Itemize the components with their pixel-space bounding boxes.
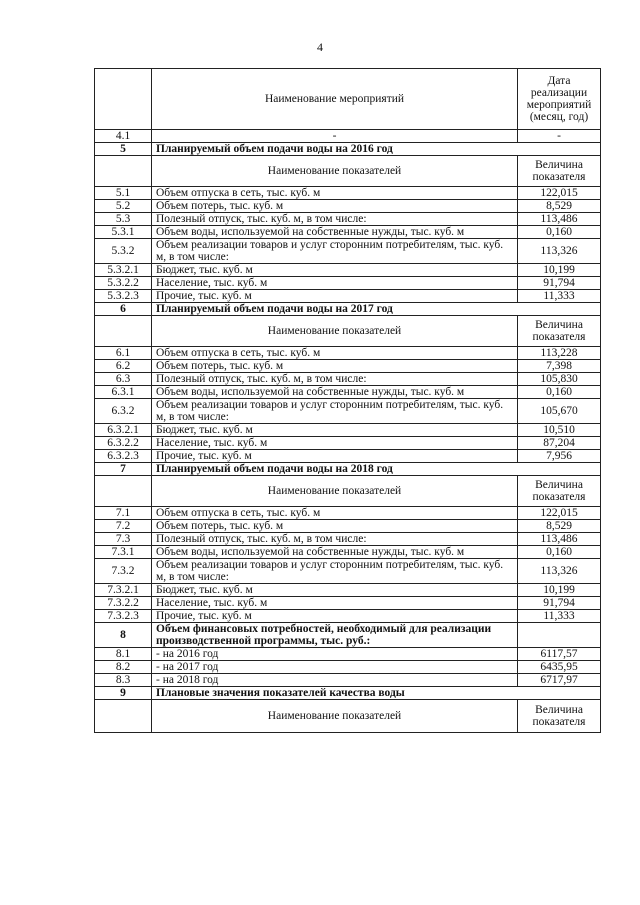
row-name: -	[152, 130, 518, 143]
sub-header-num	[95, 476, 152, 507]
row-value: 6435,95	[518, 661, 601, 674]
row-name: Объем реализации товаров и услуг сторонним потребителям, тыс. куб. м, в том числе:	[152, 559, 518, 584]
row-num: 7.3.2.1	[95, 584, 152, 597]
row-num: 7.3.2.3	[95, 610, 152, 623]
row-num: 5.1	[95, 187, 152, 200]
table-row	[95, 187, 601, 200]
section-row-8	[95, 623, 601, 648]
row-name: Объем потерь, тыс. куб. м	[152, 200, 518, 213]
sub-header-value: Величина показателя	[518, 700, 601, 733]
sub-header-row	[95, 700, 601, 733]
row-num: 7.3.1	[95, 546, 152, 559]
row-name: Объем реализации товаров и услуг сторонним потребителям, тыс. куб. м, в том числе:	[152, 399, 518, 424]
table-row	[95, 277, 601, 290]
page-number: 4	[317, 40, 323, 54]
row-name: Объем потерь, тыс. куб. м	[152, 520, 518, 533]
table-row	[95, 290, 601, 303]
table-row	[95, 264, 601, 277]
row-num: 4.1	[95, 130, 152, 143]
row-num: 8.2	[95, 661, 152, 674]
table-row	[95, 546, 601, 559]
row-name: Объем реализации товаров и услуг сторонним потребителям, тыс. куб. м, в том числе:	[152, 239, 518, 264]
table-row	[95, 533, 601, 546]
row-value: 11,333	[518, 290, 601, 303]
table-row	[95, 610, 601, 623]
sub-header-name: Наименование показателей	[152, 316, 518, 347]
section-title: Планируемый объем подачи воды на 2016 год	[152, 143, 601, 156]
section-row-6	[95, 303, 601, 316]
sub-header-num	[95, 156, 152, 187]
header-date-cell: Дата реализации мероприятий (месяц, год)	[518, 69, 601, 130]
section-row-9	[95, 687, 601, 700]
table-row	[95, 584, 601, 597]
section-title: Объем финансовых потребностей, необходимый для реализации производственной программы, тыс. руб.:	[152, 623, 518, 648]
table-row	[95, 213, 601, 226]
row-num: 5.3.2.2	[95, 277, 152, 290]
row-value: 113,228	[518, 347, 601, 360]
row-name: - на 2016 год	[152, 648, 518, 661]
row-value: 10,510	[518, 424, 601, 437]
row-name: Население, тыс. куб. м	[152, 597, 518, 610]
sub-header-name: Наименование показателей	[152, 156, 518, 187]
section-num: 9	[95, 687, 152, 700]
table-row	[95, 661, 601, 674]
row-value: 91,794	[518, 277, 601, 290]
row-value: 113,326	[518, 559, 601, 584]
table-row	[95, 130, 601, 143]
row-value: 113,486	[518, 213, 601, 226]
sub-header-value: Величина показателя	[518, 476, 601, 507]
header-name-cell: Наименование мероприятий	[152, 69, 518, 130]
sub-header-value: Величина показателя	[518, 156, 601, 187]
row-value: 122,015	[518, 187, 601, 200]
row-name: Полезный отпуск, тыс. куб. м, в том числе:	[152, 213, 518, 226]
row-value: 91,794	[518, 597, 601, 610]
row-num: 6.3.1	[95, 386, 152, 399]
row-num: 6.3.2.1	[95, 424, 152, 437]
table-row	[95, 520, 601, 533]
table-row	[95, 648, 601, 661]
row-name: - на 2018 год	[152, 674, 518, 687]
table-row	[95, 347, 601, 360]
row-value: 8,529	[518, 200, 601, 213]
row-name: Объем воды, используемой на собственные нужды, тыс. куб. м	[152, 546, 518, 559]
row-value: 87,204	[518, 437, 601, 450]
sub-header-row	[95, 316, 601, 347]
row-value: 8,529	[518, 520, 601, 533]
row-num: 5.3	[95, 213, 152, 226]
row-name: Полезный отпуск, тыс. куб. м, в том числе:	[152, 533, 518, 546]
table-row	[95, 437, 601, 450]
header-num-cell	[95, 69, 152, 130]
sub-header-num	[95, 316, 152, 347]
table-row	[95, 674, 601, 687]
row-value: 122,015	[518, 507, 601, 520]
row-name: Прочие, тыс. куб. м	[152, 290, 518, 303]
row-value: 113,326	[518, 239, 601, 264]
section-row-7	[95, 463, 601, 476]
sub-header-num	[95, 700, 152, 733]
row-num: 5.3.2.3	[95, 290, 152, 303]
row-value: -	[518, 130, 601, 143]
sub-header-name: Наименование показателей	[152, 700, 518, 733]
section-empty-cell	[518, 623, 601, 648]
section-num: 6	[95, 303, 152, 316]
row-name: Объем воды, используемой на собственные нужды, тыс. куб. м	[152, 226, 518, 239]
row-num: 6.3.2.2	[95, 437, 152, 450]
row-name: Бюджет, тыс. куб. м	[152, 584, 518, 597]
row-name: Бюджет, тыс. куб. м	[152, 424, 518, 437]
row-num: 6.3	[95, 373, 152, 386]
row-name: Объем отпуска в сеть, тыс. куб. м	[152, 347, 518, 360]
row-value: 0,160	[518, 386, 601, 399]
row-num: 5.3.2	[95, 239, 152, 264]
row-value: 113,486	[518, 533, 601, 546]
row-num: 5.2	[95, 200, 152, 213]
table-row	[95, 507, 601, 520]
row-name: Прочие, тыс. куб. м	[152, 610, 518, 623]
row-value: 105,830	[518, 373, 601, 386]
row-name: Объем потерь, тыс. куб. м	[152, 360, 518, 373]
row-num: 6.3.2	[95, 399, 152, 424]
table-row	[95, 597, 601, 610]
sub-header-value: Величина показателя	[518, 316, 601, 347]
sub-header-row	[95, 156, 601, 187]
section-num: 5	[95, 143, 152, 156]
row-value: 0,160	[518, 226, 601, 239]
table-row	[95, 386, 601, 399]
section-num: 7	[95, 463, 152, 476]
row-value: 10,199	[518, 264, 601, 277]
row-value: 7,398	[518, 360, 601, 373]
table-row	[95, 239, 601, 264]
row-num: 7.3	[95, 533, 152, 546]
table-row	[95, 559, 601, 584]
row-num: 8.3	[95, 674, 152, 687]
row-num: 7.1	[95, 507, 152, 520]
table-row	[95, 450, 601, 463]
table-row	[95, 373, 601, 386]
row-num: 5.3.2.1	[95, 264, 152, 277]
row-name: Население, тыс. куб. м	[152, 277, 518, 290]
row-num: 5.3.1	[95, 226, 152, 239]
row-name: Объем воды, используемой на собственные нужды, тыс. куб. м	[152, 386, 518, 399]
table-row	[95, 200, 601, 213]
row-name: - на 2017 год	[152, 661, 518, 674]
row-num: 7.3.2	[95, 559, 152, 584]
row-value: 6717,97	[518, 674, 601, 687]
row-name: Прочие, тыс. куб. м	[152, 450, 518, 463]
section-row-5	[95, 143, 601, 156]
table-row	[95, 226, 601, 239]
row-name: Население, тыс. куб. м	[152, 437, 518, 450]
row-value: 6117,57	[518, 648, 601, 661]
table-row	[95, 424, 601, 437]
row-value: 10,199	[518, 584, 601, 597]
row-value: 11,333	[518, 610, 601, 623]
row-name: Объем отпуска в сеть, тыс. куб. м	[152, 187, 518, 200]
program-table	[94, 68, 601, 733]
row-num: 7.2	[95, 520, 152, 533]
section-title: Планируемый объем подачи воды на 2018 год	[152, 463, 601, 476]
table-row	[95, 360, 601, 373]
row-value: 105,670	[518, 399, 601, 424]
sub-header-row	[95, 476, 601, 507]
row-name: Объем отпуска в сеть, тыс. куб. м	[152, 507, 518, 520]
row-num: 7.3.2.2	[95, 597, 152, 610]
section-title: Плановые значения показателей качества воды	[152, 687, 601, 700]
table-row	[95, 399, 601, 424]
row-value: 7,956	[518, 450, 601, 463]
row-value: 0,160	[518, 546, 601, 559]
row-name: Полезный отпуск, тыс. куб. м, в том числе:	[152, 373, 518, 386]
section-num: 8	[95, 623, 152, 648]
row-num: 6.2	[95, 360, 152, 373]
row-num: 8.1	[95, 648, 152, 661]
row-num: 6.3.2.3	[95, 450, 152, 463]
section-title: Планируемый объем подачи воды на 2017 год	[152, 303, 601, 316]
row-name: Бюджет, тыс. куб. м	[152, 264, 518, 277]
top-header-row	[95, 69, 601, 130]
row-num: 6.1	[95, 347, 152, 360]
sub-header-name: Наименование показателей	[152, 476, 518, 507]
